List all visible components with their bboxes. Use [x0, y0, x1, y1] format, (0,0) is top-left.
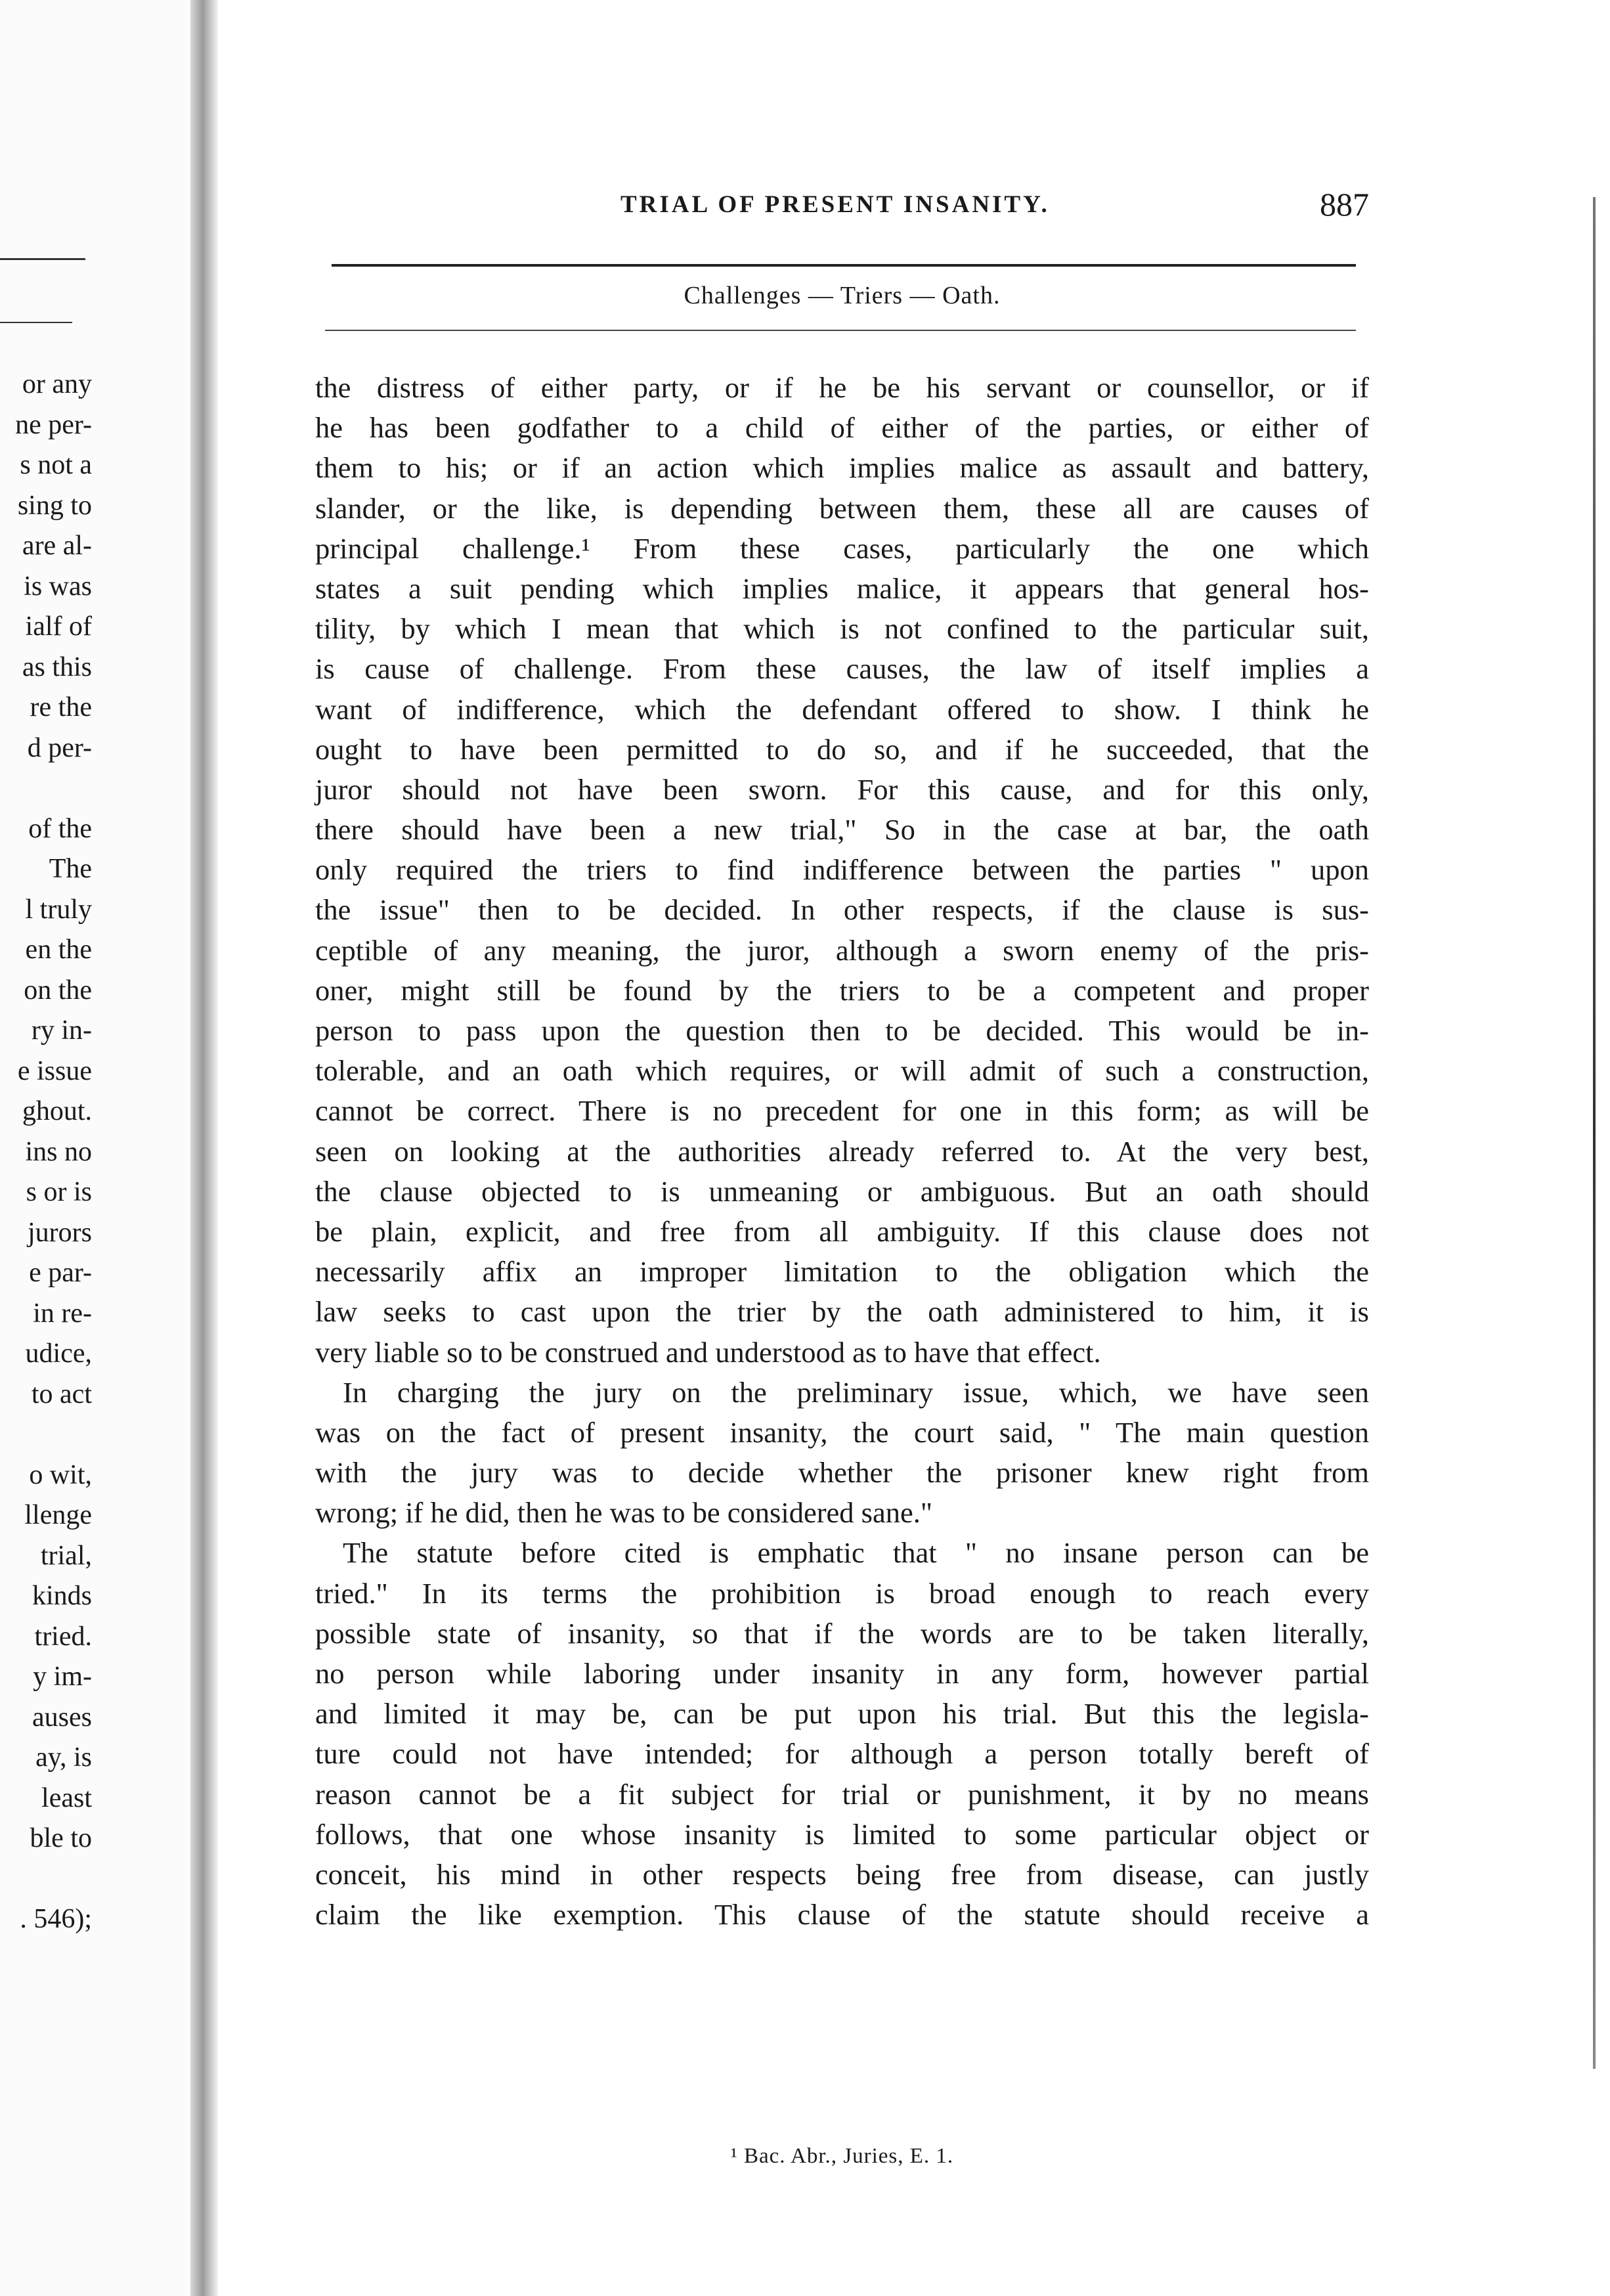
left-page-fragment: ry in-	[31, 1015, 92, 1046]
text-line: is cause of challenge. From these causes, the law of itself implies a	[315, 652, 1369, 686]
left-page-fragment: or any	[22, 369, 92, 399]
running-head	[315, 186, 1369, 236]
header-rule	[332, 264, 1356, 267]
text-line: and limited it may be, can be put upon his trial. But this the legisla-	[315, 1697, 1369, 1731]
text-line: the distress of either party, or if he be his servant or counsellor, or if	[315, 371, 1369, 404]
text-line: juror should not have been sworn. For this cause, and for this only,	[315, 772, 1369, 806]
left-page-fragment: ins no	[25, 1136, 92, 1167]
text-line: ture could not have intended; for although a person totally bereft of	[315, 1737, 1369, 1771]
book-page	[315, 186, 1369, 2168]
text-line: conceit, his mind in other respects being free from disease, can justly	[315, 1857, 1369, 1891]
text-line: law seeks to cast upon the trier by the oath administered to him, it is	[315, 1295, 1369, 1329]
text-line: The statute before cited is emphatic that " no insane person can be	[343, 1536, 1369, 1570]
text-line: seen on looking at the authorities already referred to. At the very best,	[315, 1134, 1369, 1168]
left-page-fragment: of the	[28, 813, 92, 844]
left-page-fragment: on the	[24, 975, 92, 1005]
left-page-fragment: o wit,	[29, 1459, 92, 1490]
page-edge-shadow	[1593, 197, 1596, 2069]
left-page-fragment: s not a	[20, 450, 92, 480]
text-line: principal challenge.¹ From these cases, particularly the one which	[315, 531, 1369, 565]
left-page-rule	[0, 322, 72, 323]
section-heading: Challenges — Triers — Oath.	[684, 282, 1001, 309]
text-line: the clause objected to is unmeaning or ambiguous. But an oath should	[315, 1174, 1369, 1208]
left-page-fragment: ghout.	[22, 1096, 92, 1126]
text-line: be plain, explicit, and free from all ambiguity. If this clause does not	[315, 1214, 1369, 1248]
left-page-text-fragments	[0, 364, 92, 1940]
left-page-fragment: trial,	[40, 1540, 92, 1571]
text-line: tility, by which I mean that which is not confined to the particular suit,	[315, 612, 1369, 646]
book-gutter	[190, 0, 218, 2296]
text-line: wrong; if he did, then he was to be considered sane."	[315, 1496, 933, 1530]
left-page-fragment: llenge	[24, 1500, 92, 1530]
running-title: TRIAL OF PRESENT INSANITY.	[620, 191, 1050, 218]
left-page-fragment: s or is	[26, 1177, 92, 1207]
text-line: the issue" then to be decided. In other respects, if the clause is sus-	[315, 893, 1369, 927]
left-facing-page	[0, 0, 190, 2296]
text-line: ceptible of any meaning, the juror, although a sworn enemy of the pris-	[315, 933, 1369, 967]
left-page-fragment: as this	[22, 651, 92, 682]
left-page-fragment: . 546);	[20, 1904, 92, 1934]
text-line: only required the triers to find indifference between the parties " upon	[315, 853, 1369, 887]
text-line: necessarily affix an improper limitation to the obligation which the	[315, 1255, 1369, 1289]
text-line: want of indifference, which the defendant offered to show. I think he	[315, 692, 1369, 726]
text-line: states a suit pending which implies malice, it appears that general hos-	[315, 571, 1369, 605]
left-page-fragment: least	[41, 1782, 92, 1813]
left-page-fragment: re the	[30, 692, 92, 722]
left-page-fragment: ay, is	[35, 1742, 92, 1773]
text-line: tried." In its terms the prohibition is broad enough to reach every	[315, 1576, 1369, 1610]
left-page-fragment: auses	[32, 1702, 92, 1733]
left-page-fragment: e par-	[29, 1258, 92, 1288]
left-page-fragment: ne per-	[15, 409, 92, 440]
left-page-fragment: sing to	[17, 490, 92, 521]
left-page-fragment: kinds	[32, 1581, 92, 1611]
text-line: was on the fact of present insanity, the court said, " The main question	[315, 1415, 1369, 1449]
body-text	[315, 368, 1369, 1935]
text-line: with the jury was to decide whether the prisoner knew right from	[315, 1456, 1369, 1490]
left-page-fragment: ialf of	[25, 611, 92, 642]
text-line: reason cannot be a fit subject for trial or punishment, it by no means	[315, 1777, 1369, 1811]
left-page-fragment: are al-	[22, 531, 92, 561]
left-page-fragment: en the	[25, 935, 92, 965]
left-page-fragment: d per-	[27, 732, 92, 763]
left-page-fragment: to act	[31, 1379, 92, 1409]
text-line: he has been godfather to a child of either of the parties, or either of	[315, 411, 1369, 445]
text-line: ought to have been permitted to do so, and if he succeeded, that the	[315, 732, 1369, 766]
text-line: tolerable, and an oath which requires, or will admit of such a construction,	[315, 1054, 1369, 1088]
left-page-fragment: in re-	[33, 1298, 92, 1329]
left-page-fragment: tried.	[34, 1621, 92, 1652]
left-page-fragment: e issue	[17, 1055, 92, 1086]
text-line: no person while laboring under insanity in any form, however partial	[315, 1657, 1369, 1690]
text-line: very liable so to be construed and understood as to have that effect.	[315, 1335, 1101, 1369]
text-line: cannot be correct. There is no precedent for one in this form; as will be	[315, 1094, 1369, 1128]
left-page-fragment: ble to	[30, 1823, 92, 1853]
text-line: claim the like exemption. This clause of the statute should receive a	[315, 1898, 1369, 1932]
left-page-fragment: jurors	[28, 1217, 92, 1248]
text-line: In charging the jury on the preliminary issue, which, we have seen	[343, 1375, 1369, 1409]
left-page-rule	[0, 258, 85, 260]
text-line: slander, or the like, is depending between them, these all are causes of	[315, 491, 1369, 525]
page-number: 887	[1320, 186, 1369, 223]
left-page-fragment: is was	[24, 571, 92, 602]
left-page-fragment: udice,	[25, 1338, 92, 1369]
section-rule	[325, 330, 1356, 331]
text-line: follows, that one whose insanity is limited to some particular object or	[315, 1817, 1369, 1851]
left-page-fragment: l truly	[25, 894, 92, 925]
left-page-fragment	[0, 1859, 92, 1900]
text-line: person to pass upon the question then to be decided. This would be in-	[315, 1014, 1369, 1047]
text-line: there should have been a new trial," So in the case at bar, the oath	[315, 813, 1369, 847]
text-line: oner, might still be found by the triers to be a competent and proper	[315, 973, 1369, 1007]
left-page-fragment	[0, 768, 92, 809]
left-page-fragment	[0, 1415, 92, 1455]
text-line: them to his; or if an action which implies malice as assault and battery,	[315, 451, 1369, 485]
footnote: ¹ Bac. Abr., Juries, E. 1.	[730, 2144, 954, 2168]
left-page-fragment: The	[49, 854, 92, 884]
left-page-fragment: y im-	[33, 1662, 92, 1692]
text-line: possible state of insanity, so that if the words are to be taken literally,	[315, 1616, 1369, 1650]
